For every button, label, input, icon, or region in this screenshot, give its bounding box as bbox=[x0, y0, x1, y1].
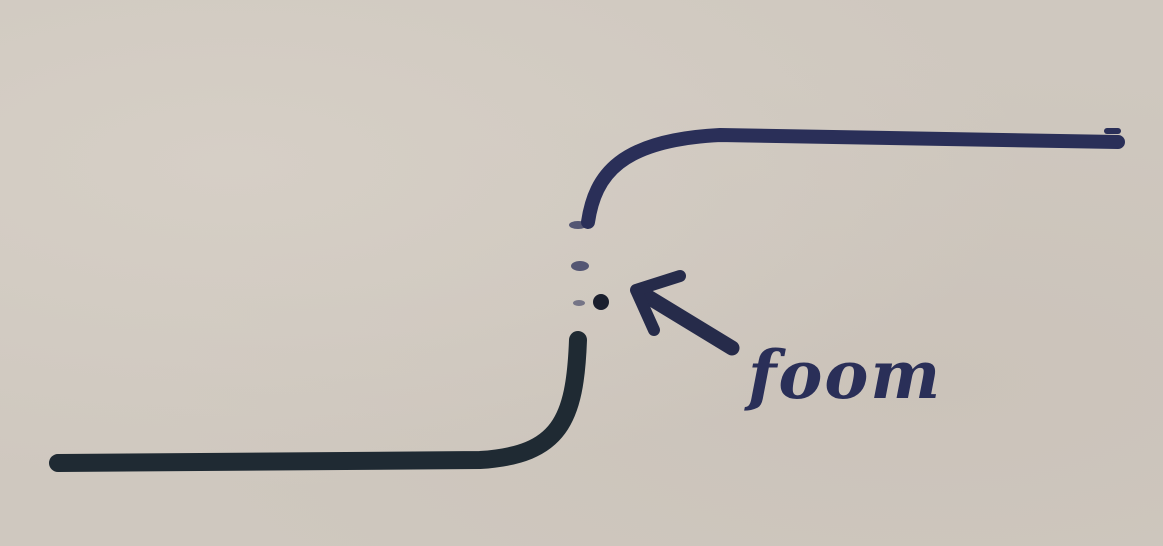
foom-label: foom bbox=[748, 336, 943, 414]
gap-dots bbox=[569, 221, 609, 310]
lower-curve bbox=[58, 340, 578, 463]
pointer-arrow bbox=[636, 276, 732, 348]
upper-curve bbox=[588, 135, 1118, 222]
